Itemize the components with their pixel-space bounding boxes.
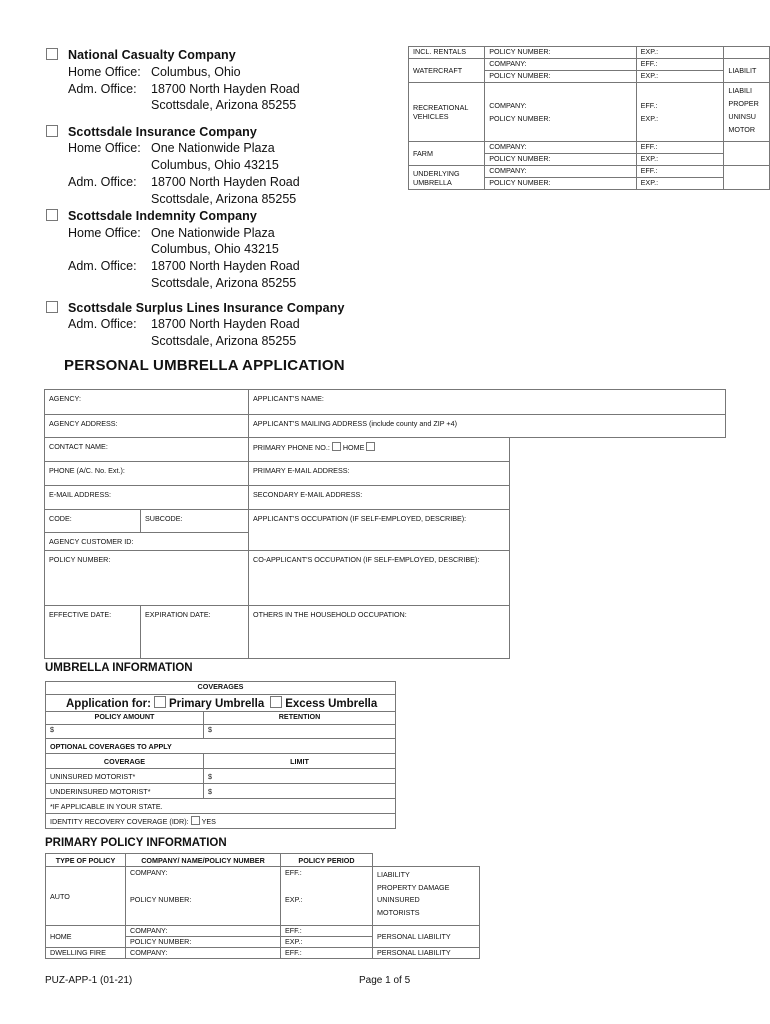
primary-phone-field[interactable]: PRIMARY PHONE NO.: HOME	[249, 438, 510, 462]
home-office-address: One Nationwide Plaza	[151, 226, 275, 240]
auto-company-policy-field[interactable]: COMPANY: POLICY NUMBER:	[126, 867, 281, 926]
policy-number-field[interactable]: POLICY NUMBER:	[485, 178, 636, 190]
company-name: National Casualty Company	[68, 48, 236, 62]
cell-label: RECREATIONAL VEHICLES	[409, 83, 485, 142]
company-checkbox-scottsdale-insurance[interactable]	[46, 125, 58, 137]
application-for-row: Application for: Primary Umbrella Excess Umbrella	[46, 695, 396, 712]
home-office-address: Columbus, Ohio 43215	[151, 242, 279, 256]
cell-label: WATERCRAFT	[409, 59, 485, 83]
policy-amount-header: POLICY AMOUNT	[46, 712, 204, 725]
customer-id-field[interactable]: AGENCY CUSTOMER ID:	[45, 533, 249, 551]
coverage-header: COVERAGE	[46, 754, 204, 769]
company-checkbox-scottsdale-indemnity[interactable]	[46, 209, 58, 221]
company-policy-field[interactable]: COMPANY: POLICY NUMBER:	[485, 83, 636, 142]
expiration-date-field[interactable]: EXPIRATION DATE:	[141, 606, 249, 659]
exp-field[interactable]: EXP.:	[636, 178, 724, 190]
applicant-name-field[interactable]: APPLICANT'S NAME:	[249, 390, 726, 415]
excess-umbrella-checkbox[interactable]	[270, 696, 282, 708]
limit-header: LIMIT	[204, 754, 396, 769]
company-field[interactable]: COMPANY:	[485, 59, 636, 71]
home-exp-field[interactable]: EXP.:	[281, 937, 373, 948]
policy-amount-field[interactable]: $	[46, 725, 204, 739]
company-field[interactable]: COMPANY:	[485, 142, 636, 154]
underinsured-motorist-label: UNDERINSURED MOTORIST*	[46, 784, 204, 799]
page-number: Page 1 of 5	[359, 975, 411, 986]
policy-number-field[interactable]: POLICY NUMBER:	[485, 71, 636, 83]
uninsured-limit-field[interactable]: $	[204, 769, 396, 784]
phone-type-checkbox[interactable]	[332, 442, 341, 451]
company-checkbox-national-casualty[interactable]	[46, 48, 58, 60]
auto-period-field[interactable]: EFF.: EXP.:	[281, 867, 373, 926]
period-field[interactable]: EFF.: EXP.:	[636, 83, 724, 142]
secondary-email-field[interactable]: SECONDARY E-MAIL ADDRESS:	[249, 486, 510, 510]
primary-umbrella-checkbox[interactable]	[154, 696, 166, 708]
home-office-label: Home Office:	[68, 226, 141, 240]
coverage-labels: LIABILI PROPER UNINSU MOTOR	[724, 83, 770, 142]
page-title: PERSONAL UMBRELLA APPLICATION	[64, 357, 345, 374]
primary-policy-table	[45, 853, 480, 959]
form-number: PUZ-APP-1 (01-21)	[45, 975, 133, 986]
contact-name-field[interactable]: CONTACT NAME:	[45, 438, 249, 462]
email-field[interactable]: E-MAIL ADDRESS:	[45, 486, 249, 510]
adm-office-label: Adm. Office:	[68, 317, 137, 331]
exp-field[interactable]: EXP.:	[636, 71, 724, 83]
eff-field[interactable]: EFF.:	[636, 59, 724, 71]
home-office-address: Columbus, Ohio	[151, 65, 241, 79]
adm-office-address: 18700 North Hayden Road	[151, 317, 300, 331]
home-office-label: Home Office:	[68, 141, 141, 155]
subcode-field[interactable]: SUBCODE:	[141, 510, 249, 533]
dwelling-eff-field[interactable]: EFF.:	[281, 948, 373, 959]
agency-address-field[interactable]: AGENCY ADDRESS:	[45, 415, 249, 438]
primary-policy-heading: PRIMARY POLICY INFORMATION	[45, 837, 227, 849]
policy-number-field[interactable]: POLICY NUMBER:	[485, 47, 636, 59]
auto-coverage-labels: LIABILITY PROPERTY DAMAGE UNINSURED MOTORISTS	[373, 867, 480, 926]
retention-field[interactable]: $	[204, 725, 396, 739]
policy-period-header: POLICY PERIOD	[281, 854, 373, 867]
identity-recovery-row: IDENTITY RECOVERY COVERAGE (IDR): YES	[46, 814, 396, 829]
home-checkbox[interactable]	[366, 442, 375, 451]
personal-liability-label: PERSONAL LIABILITY	[373, 926, 480, 948]
adm-office-address: Scottsdale, Arizona 85255	[151, 98, 297, 112]
agency-field[interactable]: AGENCY:	[45, 390, 249, 415]
optional-coverages-header: OPTIONAL COVERAGES TO APPLY	[46, 739, 396, 754]
home-company-field[interactable]: COMPANY:	[126, 926, 281, 937]
home-eff-field[interactable]: EFF.:	[281, 926, 373, 937]
adm-office-label: Adm. Office:	[68, 82, 137, 96]
adm-office-address: Scottsdale, Arizona 85255	[151, 276, 297, 290]
primary-email-field[interactable]: PRIMARY E-MAIL ADDRESS:	[249, 462, 510, 486]
personal-liability-label: PERSONAL LIABILITY	[373, 948, 480, 959]
adm-office-address: 18700 North Hayden Road	[151, 175, 300, 189]
underinsured-limit-field[interactable]: $	[204, 784, 396, 799]
state-note: *IF APPLICABLE IN YOUR STATE.	[46, 799, 396, 814]
occupation-field[interactable]: APPLICANT'S OCCUPATION (IF SELF-EMPLOYED, DESCRIBE):	[249, 510, 510, 551]
company-name-header: COMPANY/ NAME/POLICY NUMBER	[126, 854, 281, 867]
application-table	[44, 389, 726, 659]
eff-field[interactable]: EFF.:	[636, 166, 724, 178]
company-field[interactable]: COMPANY:	[485, 166, 636, 178]
dwelling-fire-label: DWELLING FIRE	[46, 948, 126, 959]
home-policy-number-field[interactable]: POLICY NUMBER:	[126, 937, 281, 948]
company-checkbox-scottsdale-surplus[interactable]	[46, 301, 58, 313]
company-name: Scottsdale Indemnity Company	[68, 209, 257, 223]
adm-office-address: 18700 North Hayden Road	[151, 82, 300, 96]
policy-number-field[interactable]: POLICY NUMBER:	[45, 551, 249, 606]
coverage-label: LIABILIT	[724, 59, 770, 83]
home-office-address: Columbus, Ohio 43215	[151, 158, 279, 172]
home-label: HOME	[46, 926, 126, 948]
cell-label: FARM	[409, 142, 485, 166]
home-office-address: One Nationwide Plaza	[151, 141, 275, 155]
code-field[interactable]: CODE:	[45, 510, 141, 533]
idr-yes-checkbox[interactable]	[191, 816, 200, 825]
adm-office-label: Adm. Office:	[68, 259, 137, 273]
adm-office-address: Scottsdale, Arizona 85255	[151, 334, 297, 348]
company-name: Scottsdale Insurance Company	[68, 125, 257, 139]
co-occupation-field[interactable]: CO-APPLICANT'S OCCUPATION (IF SELF-EMPLOYED, DESCRIBE):	[249, 551, 510, 606]
umbrella-heading: UMBRELLA INFORMATION	[45, 662, 193, 674]
cell-label: UNDERLYING UMBRELLA	[409, 166, 485, 190]
effective-date-field[interactable]: EFFECTIVE DATE:	[45, 606, 141, 659]
auto-label: AUTO	[46, 867, 126, 926]
other-policies-table	[408, 46, 770, 190]
home-office-label: Home Office:	[68, 65, 141, 79]
retention-header: RETENTION	[204, 712, 396, 725]
umbrella-table	[45, 681, 396, 829]
adm-office-address: 18700 North Hayden Road	[151, 259, 300, 273]
exp-field[interactable]: EXP.:	[636, 47, 724, 59]
company-name: Scottsdale Surplus Lines Insurance Company	[68, 301, 345, 315]
policy-number-field[interactable]: POLICY NUMBER:	[485, 154, 636, 166]
dwelling-company-field[interactable]: COMPANY:	[126, 948, 281, 959]
phone-field[interactable]: PHONE (A/C. No. Ext.):	[45, 462, 249, 486]
mailing-address-field[interactable]: APPLICANT'S MAILING ADDRESS (include county and ZIP +4)	[249, 415, 726, 438]
cell-label: INCL. RENTALS	[409, 47, 485, 59]
adm-office-address: Scottsdale, Arizona 85255	[151, 192, 297, 206]
uninsured-motorist-label: UNINSURED MOTORIST*	[46, 769, 204, 784]
others-occupation-field[interactable]: OTHERS IN THE HOUSEHOLD OCCUPATION:	[249, 606, 510, 659]
adm-office-label: Adm. Office:	[68, 175, 137, 189]
coverages-header: COVERAGES	[46, 682, 396, 695]
exp-field[interactable]: EXP.:	[636, 154, 724, 166]
eff-field[interactable]: EFF.:	[636, 142, 724, 154]
type-of-policy-header: TYPE OF POLICY	[46, 854, 126, 867]
